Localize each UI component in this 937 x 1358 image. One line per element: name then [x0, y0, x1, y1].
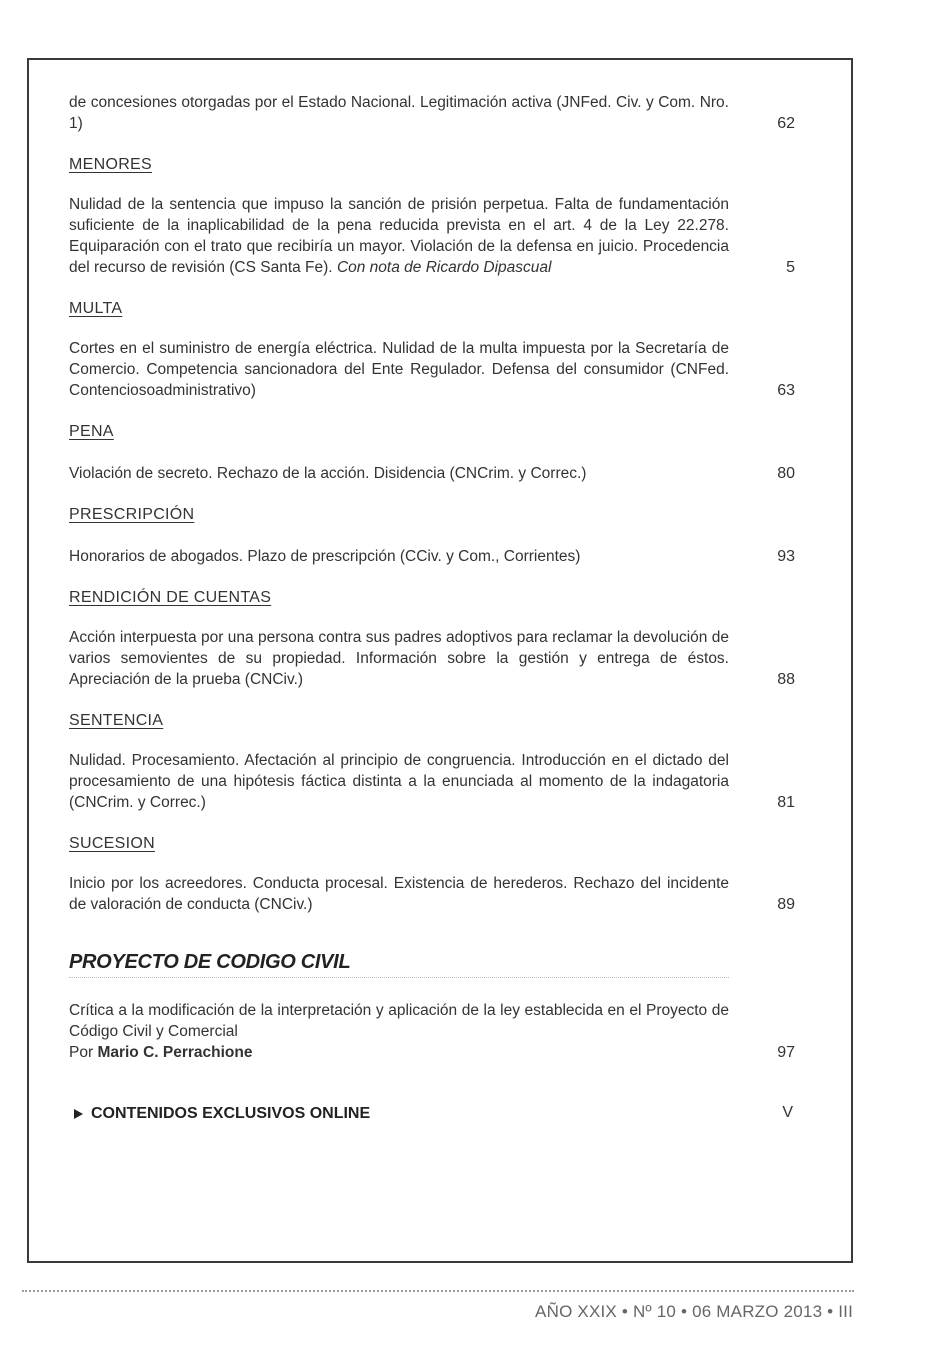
index-entry: [69, 750, 799, 813]
entry-page: 89: [777, 896, 795, 913]
index-heading: SENTENCIA: [69, 712, 164, 729]
author-name: Mario C. Perrachione: [97, 1044, 253, 1061]
index-entry: [69, 546, 799, 567]
entry-text-main: Nulidad de la sentencia que impuso la sanción de prisión perpetua. Falta de fundamentación suficiente de la inaplicabilidad de la pena reducida prevista en el art. 4 de la Ley 22.278. Equiparación con el trato que recibiría un mayor. Violación de la defensa en juicio. Procedencia del recurso de revisión (CS Santa Fe).: [69, 196, 729, 276]
section-entry: [69, 1000, 799, 1063]
entry-text: Cortes en el suministro de energía eléctrica. Nulidad de la multa impuesta por la Secretaría de Comercio. Competencia sancionadora del Ente Regulador. Defensa del consumidor (CNFed. Contenciosoadministrativo): [69, 340, 729, 399]
entry-page: 62: [777, 115, 795, 132]
online-label: CONTENIDOS EXCLUSIVOS ONLINE: [91, 1105, 371, 1122]
entry-text: Acción interpuesta por una persona contra sus padres adoptivos para reclamar la devolución de varios semovientes de su propiedad. Información sobre la gestión y entrega de éstos. Apreciación de la prueba (CNCiv.): [69, 629, 729, 688]
entry-page: 93: [777, 548, 795, 565]
index-heading: RENDICIÓN DE CUENTAS: [69, 589, 272, 606]
index-entry: [69, 194, 799, 278]
author-prefix: Por: [69, 1044, 94, 1061]
entry-text: Nulidad. Procesamiento. Afectación al principio de congruencia. Introducción en el dictado del procesamiento de una hipótesis fáctica distinta a la enunciada al momento de la indagatoria (CNCrim. y Correc.): [69, 752, 729, 811]
index-heading: SUCESION: [69, 835, 155, 852]
index-entry: [69, 92, 799, 134]
entry-page: 63: [777, 382, 795, 399]
section-text: Crítica a la modificación de la interpretación y aplicación de la ley establecida en el Proyecto de Código Civil y Comercial: [69, 1002, 729, 1040]
online-link[interactable]: [69, 1105, 799, 1123]
entry-text: Honorarios de abogados. Plazo de prescripción (CCiv. y Com., Corrientes): [69, 548, 581, 565]
index-entry: [69, 627, 799, 690]
entry-text: Inicio por los acreedores. Conducta procesal. Existencia de herederos. Rechazo del incidente de valoración de conducta (CNCiv.): [69, 875, 729, 913]
index-heading: MENORES: [69, 156, 152, 173]
entry-text: [69, 194, 729, 278]
index-entry: [69, 338, 799, 401]
entry-note: Con nota de Ricardo Dipascual: [336, 259, 552, 276]
entry-text: Violación de secreto. Rechazo de la acción. Disidencia (CNCrim. y Correc.): [69, 465, 587, 482]
online-entry[interactable]: [69, 1105, 799, 1123]
triangle-right-icon: [74, 1109, 83, 1119]
footer-divider: [22, 1290, 854, 1292]
entry-page: 81: [777, 794, 795, 811]
online-page: V: [782, 1104, 793, 1121]
index-heading: PRESCRIPCIÓN: [69, 506, 195, 523]
index-entry: [69, 463, 799, 484]
entry-text: de concesiones otorgadas por el Estado Nacional. Legitimación activa (JNFed. Civ. y Com. Nro. 1): [69, 94, 729, 132]
index-heading: MULTA: [69, 300, 123, 317]
page-footer: AÑO XXIX • Nº 10 • 06 MARZO 2013 • III: [535, 1302, 853, 1321]
section-page: 97: [777, 1044, 795, 1061]
entry-page: 5: [786, 259, 795, 276]
index-heading: PENA: [69, 423, 114, 440]
section-divider: [69, 977, 729, 978]
entry-page: 80: [777, 465, 795, 482]
entry-page: 88: [777, 671, 795, 688]
section-author: [69, 1042, 729, 1063]
index-entry: [69, 873, 799, 915]
index-content: [69, 92, 799, 1123]
section-title: PROYECTO DE CODIGO CIVIL: [69, 951, 351, 973]
